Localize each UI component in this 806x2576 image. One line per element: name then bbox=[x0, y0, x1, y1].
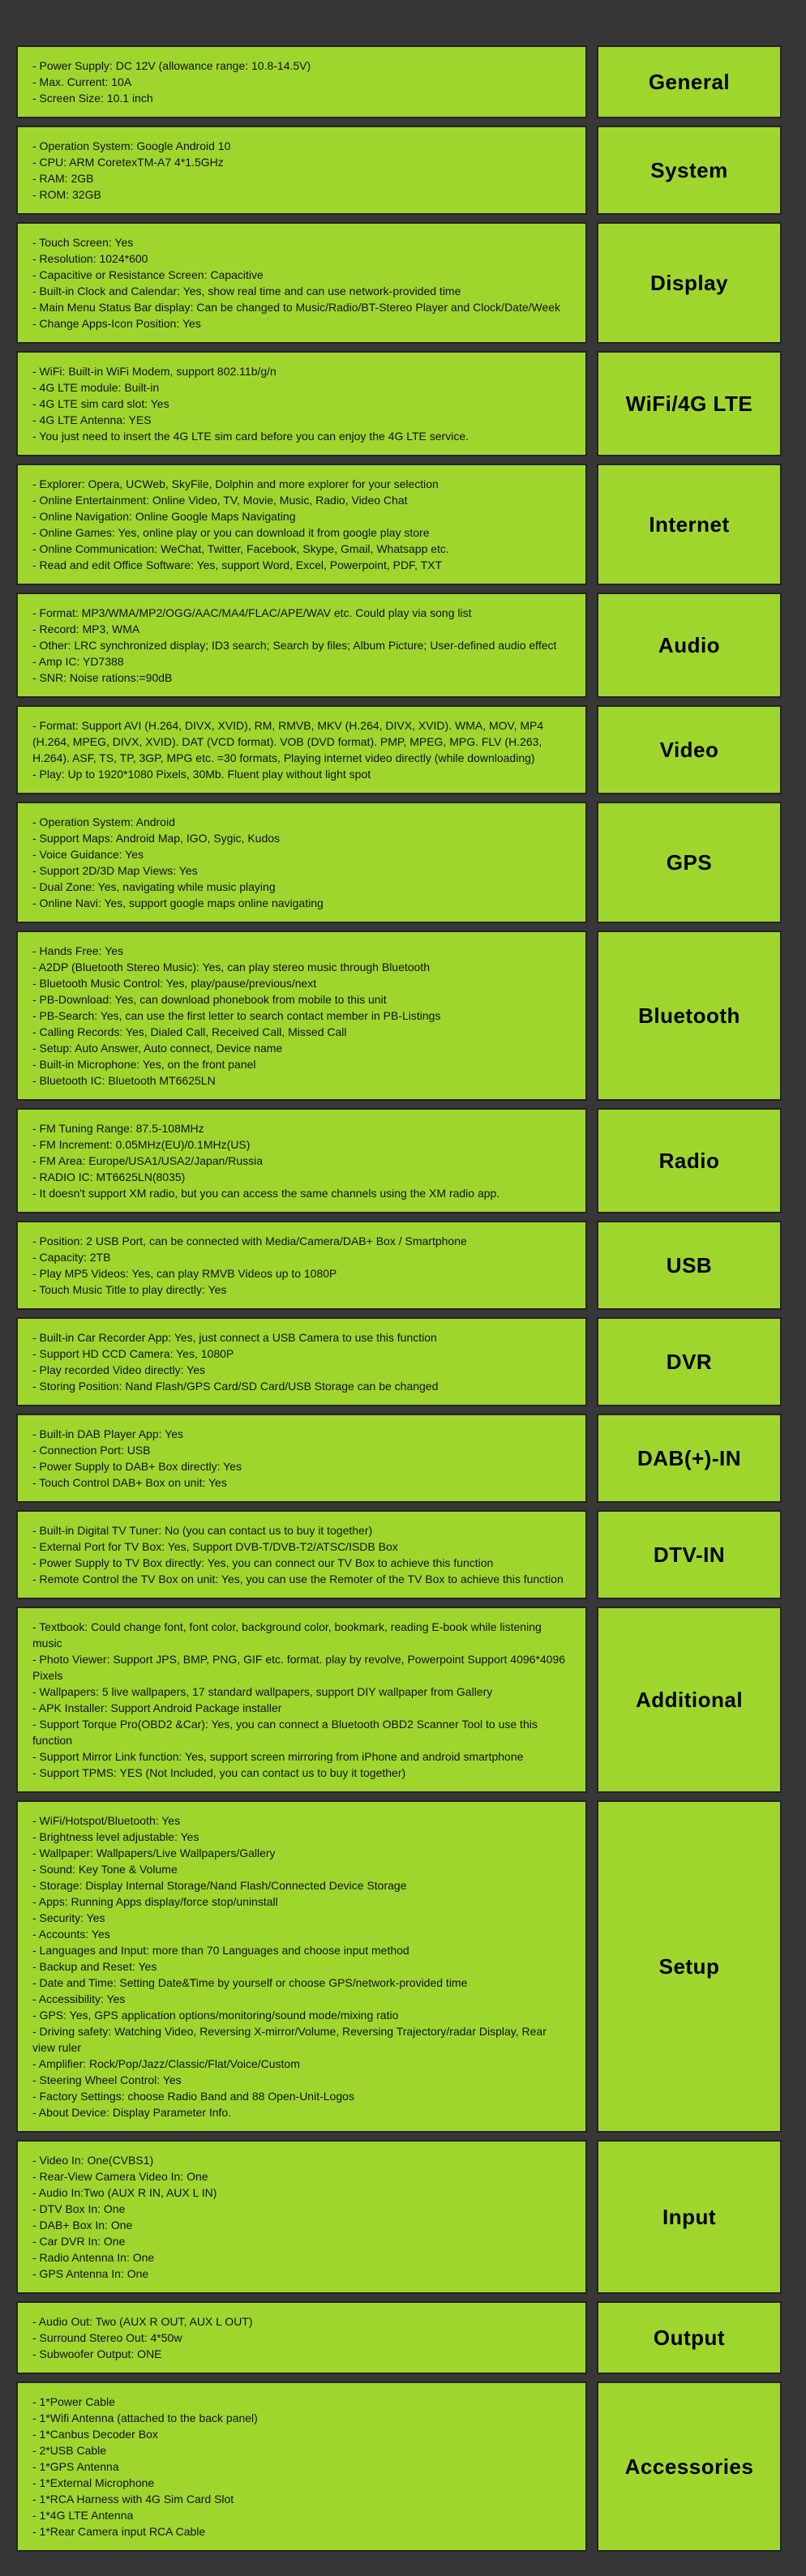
spec-line: - 1*External Microphone bbox=[32, 2476, 155, 2489]
spec-lines bbox=[32, 58, 571, 106]
spec-line: - Steering Wheel Control: Yes bbox=[32, 2073, 182, 2086]
category-cell bbox=[597, 1414, 782, 1503]
spec-line: - Support 2D/3D Map Views: Yes bbox=[32, 864, 198, 877]
category-cell bbox=[597, 1800, 782, 2133]
spec-lines bbox=[32, 2313, 571, 2362]
spec-line: - Storing Position: Nand Flash/GPS Card/SD Card/USB Storage can be changed bbox=[32, 1380, 439, 1393]
category-cell bbox=[597, 464, 782, 585]
category-cell bbox=[597, 802, 782, 923]
spec-cell bbox=[16, 1510, 587, 1599]
spec-lines bbox=[32, 1522, 571, 1587]
spec-line: - Touch Control DAB+ Box on unit: Yes bbox=[32, 1476, 227, 1489]
category-cell bbox=[597, 2381, 782, 2552]
spec-cell bbox=[16, 1414, 587, 1503]
spec-line: - Explorer: Opera, UCWeb, SkyFile, Dolphin and more explorer for your selection bbox=[32, 477, 439, 490]
spec-lines bbox=[32, 234, 571, 332]
spec-line: - 4G LTE Antenna: YES bbox=[32, 413, 152, 426]
category-cell bbox=[597, 1510, 782, 1599]
category-cell bbox=[597, 126, 782, 215]
category-label: General bbox=[648, 69, 731, 94]
spec-line: - Power Supply: DC 12V (allowance range: 10.8-14.5V) bbox=[32, 59, 311, 72]
spec-line: - DAB+ Box In: One bbox=[32, 2219, 133, 2232]
spec-lines bbox=[32, 943, 571, 1089]
spec-lines bbox=[32, 814, 571, 911]
spec-lines bbox=[32, 476, 571, 573]
spec-line: - Radio Antenna In: One bbox=[32, 2251, 155, 2264]
spec-line: - 1*Rear Camera input RCA Cable bbox=[32, 2525, 206, 2538]
spec-cell bbox=[16, 351, 587, 456]
spec-line: - Dual Zone: Yes, navigating while music playing bbox=[32, 880, 276, 893]
spec-line: - Play recorded Video directly: Yes bbox=[32, 1363, 205, 1376]
category-label: System bbox=[650, 157, 728, 182]
spec-lines bbox=[32, 2152, 571, 2282]
spec-line: - FM Tuning Range: 87.5-108MHz bbox=[32, 1122, 204, 1135]
spec-line: - Date and Time: Setting Date&Time by yourself or choose GPS/network-provided time bbox=[32, 1976, 468, 1989]
spec-cell bbox=[16, 1800, 587, 2133]
spec-line: - Bluetooth Music Control: Yes, play/pause/previous/next bbox=[32, 977, 317, 990]
spec-line: - Backup and Reset: Yes bbox=[32, 1960, 157, 1973]
spec-line: - Bluetooth IC: Bluetooth MT6625LN bbox=[32, 1074, 216, 1087]
spec-line: - ROM: 32GB bbox=[32, 188, 101, 201]
category-label: Internet bbox=[649, 511, 730, 537]
spec-line: - CPU: ARM CoretexTM-A7 4*1.5GHz bbox=[32, 156, 224, 169]
spec-line: - Change Apps-Icon Position: Yes bbox=[32, 317, 201, 330]
spec-line: - Online Entertainment: Online Video, TV, Movie, Music, Radio, Video Chat bbox=[32, 494, 408, 507]
spec-line: - Rear-View Camera Video In: One bbox=[32, 2170, 208, 2183]
spec-line: - 2*USB Cable bbox=[32, 2444, 107, 2457]
spec-line: - 1*RCA Harness with 4G Sim Card Slot bbox=[32, 2493, 234, 2505]
spec-lines bbox=[32, 1120, 571, 1201]
spec-lines bbox=[32, 138, 571, 203]
category-label: Output bbox=[653, 2325, 726, 2350]
spec-cell bbox=[16, 1221, 587, 1310]
spec-line: - Resolution: 1024*600 bbox=[32, 252, 148, 265]
spec-line: - Online Navi: Yes, support google maps online navigating bbox=[32, 896, 324, 909]
spec-cell bbox=[16, 222, 587, 344]
spec-line: - Touch Screen: Yes bbox=[32, 236, 134, 249]
spec-line: - Accessibility: Yes bbox=[32, 1992, 126, 2005]
spec-line: - It doesn't support XM radio, but you can access the same channels using the XM radio app. bbox=[32, 1187, 500, 1200]
spec-lines bbox=[32, 1233, 571, 1298]
category-cell bbox=[597, 1108, 782, 1213]
spec-line: - Photo Viewer: Support JPS, BMP, PNG, GIF etc. format. play by revolve, Powerpoint Support 4096*4096 Pixels bbox=[32, 1653, 566, 1682]
category-cell bbox=[597, 931, 782, 1101]
spec-line: - 4G LTE module: Built-in bbox=[32, 381, 160, 394]
spec-lines bbox=[32, 1426, 571, 1491]
spec-line: - WiFi/Hotspot/Bluetooth: Yes bbox=[32, 1814, 181, 1827]
category-cell bbox=[597, 2301, 782, 2374]
spec-line: - WiFi: Built-in WiFi Modem, support 802.11b/g/n bbox=[32, 365, 277, 378]
spec-line: - Capacity: 2TB bbox=[32, 1251, 111, 1264]
category-cell bbox=[597, 1221, 782, 1310]
spec-cell bbox=[16, 705, 587, 794]
spec-line: - Capacitive or Resistance Screen: Capacitive bbox=[32, 268, 264, 281]
spec-lines bbox=[32, 2394, 571, 2540]
spec-cell bbox=[16, 1317, 587, 1406]
spec-lines bbox=[32, 363, 571, 444]
category-label: Additional bbox=[635, 1687, 744, 1712]
spec-line: - Connection Port: USB bbox=[32, 1444, 151, 1457]
spec-line: - Power Supply to DAB+ Box directly: Yes bbox=[32, 1460, 242, 1473]
spec-lines bbox=[32, 1329, 571, 1394]
spec-line: - Support HD CCD Camera: Yes, 1080P bbox=[32, 1347, 234, 1360]
category-label: WiFi/4G LTE bbox=[625, 391, 753, 416]
spec-lines bbox=[32, 605, 571, 686]
spec-line: - 1*Wifi Antenna (attached to the back panel) bbox=[32, 2411, 258, 2424]
spec-line: - Driving safety: Watching Video, Reversing X-mirror/Volume, Reversing Trajectory/radar Display, Rear view ruler bbox=[32, 2025, 547, 2054]
spec-line: - Sound: Key Tone & Volume bbox=[32, 1863, 178, 1876]
spec-cell bbox=[16, 2301, 587, 2374]
spec-line: - External Port for TV Box: Yes, Support DVB-T/DVB-T2/ATSC/ISDB Box bbox=[32, 1540, 398, 1553]
category-label: GPS bbox=[666, 849, 713, 875]
spec-line: - Online Navigation: Online Google Maps Navigating bbox=[32, 510, 296, 523]
spec-line: - Support TPMS: YES (Not Included, you can contact us to buy it together) bbox=[32, 1766, 406, 1779]
spec-cell bbox=[16, 931, 587, 1101]
spec-line: - Accounts: Yes bbox=[32, 1928, 110, 1941]
spec-line: - 1*Canbus Decoder Box bbox=[32, 2428, 158, 2441]
spec-cell bbox=[16, 2140, 587, 2294]
spec-line: - Amp IC: YD7388 bbox=[32, 655, 124, 668]
category-cell bbox=[597, 705, 782, 794]
spec-line: - Operation System: Google Android 10 bbox=[32, 139, 231, 152]
spec-line: - Brightness level adjustable: Yes bbox=[32, 1830, 199, 1843]
spec-line: - Surround Stereo Out: 4*50w bbox=[32, 2331, 182, 2344]
category-cell bbox=[597, 2140, 782, 2294]
category-label: USB bbox=[666, 1252, 713, 1277]
spec-line: - Factory Settings: choose Radio Band and 88 Open-Unit-Logos bbox=[32, 2090, 354, 2103]
spec-cell bbox=[16, 126, 587, 215]
category-cell bbox=[597, 351, 782, 456]
category-label: Display bbox=[650, 270, 728, 295]
spec-line: - Voice Guidance: Yes bbox=[32, 848, 144, 861]
spec-line: - Play: Up to 1920*1080 Pixels, 30Mb. Fluent play without light spot bbox=[32, 768, 371, 781]
spec-line: - Record: MP3, WMA bbox=[32, 623, 140, 635]
spec-line: - RAM: 2GB bbox=[32, 172, 94, 185]
spec-line: - Support Maps: Android Map, IGO, Sygic, Kudos bbox=[32, 832, 281, 845]
spec-line: - 4G LTE sim card slot: Yes bbox=[32, 397, 169, 410]
spec-line: - Touch Music Title to play directly: Yes bbox=[32, 1283, 227, 1296]
spec-line: - Built-in Digital TV Tuner: No (you can contact us to buy it together) bbox=[32, 1524, 373, 1537]
spec-cell bbox=[16, 1108, 587, 1213]
spec-line: - Play MP5 Videos: Yes, can play RMVB Videos up to 1080P bbox=[32, 1267, 337, 1280]
spec-line: - Audio In:Two (AUX R IN, AUX L IN) bbox=[32, 2186, 217, 2199]
category-cell bbox=[597, 593, 782, 698]
spec-line: - PB-Search: Yes, can use the first letter to search contact member in PB-Listings bbox=[32, 1009, 441, 1022]
category-label: Bluetooth bbox=[638, 1003, 740, 1028]
spec-line: - You just need to insert the 4G LTE sim card before you can enjoy the 4G LTE service. bbox=[32, 430, 469, 443]
spec-line: - PB-Download: Yes, can download phonebook from mobile to this unit bbox=[32, 993, 387, 1006]
spec-line: - FM Increment: 0.05MHz(EU)/0.1MHz(US) bbox=[32, 1138, 251, 1151]
spec-line: - Online Games: Yes, online play or you can download it from google play store bbox=[32, 526, 430, 539]
category-label: DTV-IN bbox=[653, 1542, 726, 1567]
spec-line: - 1*4G LTE Antenna bbox=[32, 2509, 134, 2522]
spec-line: - Car DVR In: One bbox=[32, 2235, 126, 2248]
spec-line: - DTV Box In: One bbox=[32, 2202, 126, 2215]
spec-line: - About Device: Display Parameter Info. bbox=[32, 2106, 232, 2119]
spec-line: - Textbook: Could change font, font color, background color, bookmark, reading E-book while listening music bbox=[32, 1620, 542, 1650]
category-label: Input bbox=[662, 2204, 717, 2229]
spec-line: - Other: LRC synchronized display; ID3 search; Search by files; Album Picture; User-defined audio effect bbox=[32, 639, 557, 652]
spec-line: - 1*GPS Antenna bbox=[32, 2460, 119, 2473]
spec-line: - Position: 2 USB Port, can be connected with Media/Camera/DAB+ Box / Smartphone bbox=[32, 1235, 467, 1247]
spec-line: - Read and edit Office Software: Yes, support Word, Excel, Powerpoint, PDF, TXT bbox=[32, 558, 443, 571]
category-label: Accessories bbox=[624, 2454, 754, 2479]
spec-line: - Built-in Car Recorder App: Yes, just connect a USB Camera to use this function bbox=[32, 1331, 437, 1344]
category-label: DAB(+)-IN bbox=[637, 1445, 741, 1470]
category-cell bbox=[597, 222, 782, 344]
spec-line: - GPS: Yes, GPS application options/monitoring/sound mode/mixing ratio bbox=[32, 2009, 399, 2022]
spec-line: - Apps: Running Apps display/force stop/uninstall bbox=[32, 1895, 278, 1908]
spec-line: - Wallpapers: 5 live wallpapers, 17 standard wallpapers, support DIY wallpaper from Gallery bbox=[32, 1685, 493, 1698]
spec-cell bbox=[16, 802, 587, 923]
category-label: DVR bbox=[666, 1349, 713, 1374]
spec-line: - A2DP (Bluetooth Stereo Music): Yes, can play stereo music through Bluetooth bbox=[32, 961, 431, 973]
category-label: Setup bbox=[658, 1953, 720, 1979]
spec-line: - Calling Records: Yes, Dialed Call, Received Call, Missed Call bbox=[32, 1025, 347, 1038]
spec-line: - RADIO IC: MT6625LN(8035) bbox=[32, 1170, 186, 1183]
spec-line: - 1*Power Cable bbox=[32, 2395, 115, 2408]
spec-line: - Built-in DAB Player App: Yes bbox=[32, 1427, 183, 1440]
spec-line: - Audio Out: Two (AUX R OUT, AUX L OUT) bbox=[32, 2315, 253, 2328]
spec-table bbox=[16, 45, 782, 2552]
spec-line: - Max. Current: 10A bbox=[32, 75, 132, 88]
spec-line: - Built-in Microphone: Yes, on the front panel bbox=[32, 1058, 256, 1071]
spec-lines bbox=[32, 1619, 571, 1781]
spec-lines bbox=[32, 1812, 571, 2120]
spec-line: - Storage: Display Internal Storage/Nand Flash/Connected Device Storage bbox=[32, 1879, 407, 1892]
spec-line: - Languages and Input: more than 70 Languages and choose input method bbox=[32, 1944, 409, 1957]
spec-line: - Format: MP3/WMA/MP2/OGG/AAC/MA4/FLAC/APE/WAV etc. Could play via song list bbox=[32, 606, 472, 619]
spec-cell bbox=[16, 1607, 587, 1793]
spec-line: - Main Menu Status Bar display: Can be changed to Music/Radio/BT-Stereo Player and Clock/Date/Week bbox=[32, 301, 561, 314]
spec-line: - FM Area: Europe/USA1/USA2/Japan/Russia bbox=[32, 1154, 264, 1167]
spec-cell bbox=[16, 45, 587, 118]
spec-line: - Built-in Clock and Calendar: Yes, show real time and can use network-provided time bbox=[32, 285, 461, 297]
category-label: Radio bbox=[658, 1148, 720, 1173]
spec-line: - Operation System: Android bbox=[32, 815, 175, 828]
spec-cell bbox=[16, 2381, 587, 2552]
category-cell bbox=[597, 1317, 782, 1406]
spec-lines bbox=[32, 717, 571, 782]
spec-line: - Setup: Auto Answer, Auto connect, Device name bbox=[32, 1042, 283, 1055]
spec-cell bbox=[16, 464, 587, 585]
spec-line: - Subwoofer Output: ONE bbox=[32, 2347, 162, 2360]
spec-line: - Online Communication: WeChat, Twitter, Facebook, Skype, Gmail, Whatsapp etc. bbox=[32, 542, 449, 555]
category-label: Audio bbox=[658, 632, 721, 657]
category-label: Video bbox=[659, 737, 719, 762]
spec-line: - Support Torque Pro(OBD2 &Car): Yes, you can connect a Bluetooth OBD2 Scanner Tool to use this function bbox=[32, 1718, 538, 1747]
spec-line: - Screen Size: 10.1 inch bbox=[32, 92, 153, 105]
spec-line: - Remote Control the TV Box on unit: Yes, you can use the Remoter of the TV Box to achieve this function bbox=[32, 1573, 564, 1585]
spec-line: - Wallpaper: Wallpapers/Live Wallpapers/Gallery bbox=[32, 1846, 276, 1859]
spec-line: - Video In: One(CVBS1) bbox=[32, 2154, 154, 2167]
spec-line: - SNR: Noise rations:=90dB bbox=[32, 671, 173, 684]
category-cell bbox=[597, 45, 782, 118]
spec-line: - APK Installer: Support Android Package installer bbox=[32, 1701, 282, 1714]
spec-cell bbox=[16, 593, 587, 698]
spec-line: - Amplifier: Rock/Pop/Jazz/Classic/Flat/Voice/Custom bbox=[32, 2057, 300, 2070]
spec-line: - Security: Yes bbox=[32, 1911, 105, 1924]
spec-line: - Support Mirror Link function: Yes, support screen mirroring from iPhone and android smartphone bbox=[32, 1750, 524, 1763]
spec-line: - Power Supply to TV Box directly: Yes, you can connect our TV Box to achieve this function bbox=[32, 1556, 494, 1569]
spec-line: - Format: Support AVI (H.264, DIVX, XVID), RM, RMVB, MKV (H.264, DIVX, XVID). WMA, MOV, MP4 (H.264, MPEG, DIVX, XVID). DAT (VCD format). VOB (DVD format). PMP, MPEG, MPG. FLV (H.263, H.264). ASF, TS, TP, 3GP, MPG etc. =30 formats, Playing internet video directly (while downloading) bbox=[32, 719, 544, 764]
spec-line: - Hands Free: Yes bbox=[32, 944, 124, 957]
spec-line: - GPS Antenna In: One bbox=[32, 2267, 149, 2280]
category-cell bbox=[597, 1607, 782, 1793]
